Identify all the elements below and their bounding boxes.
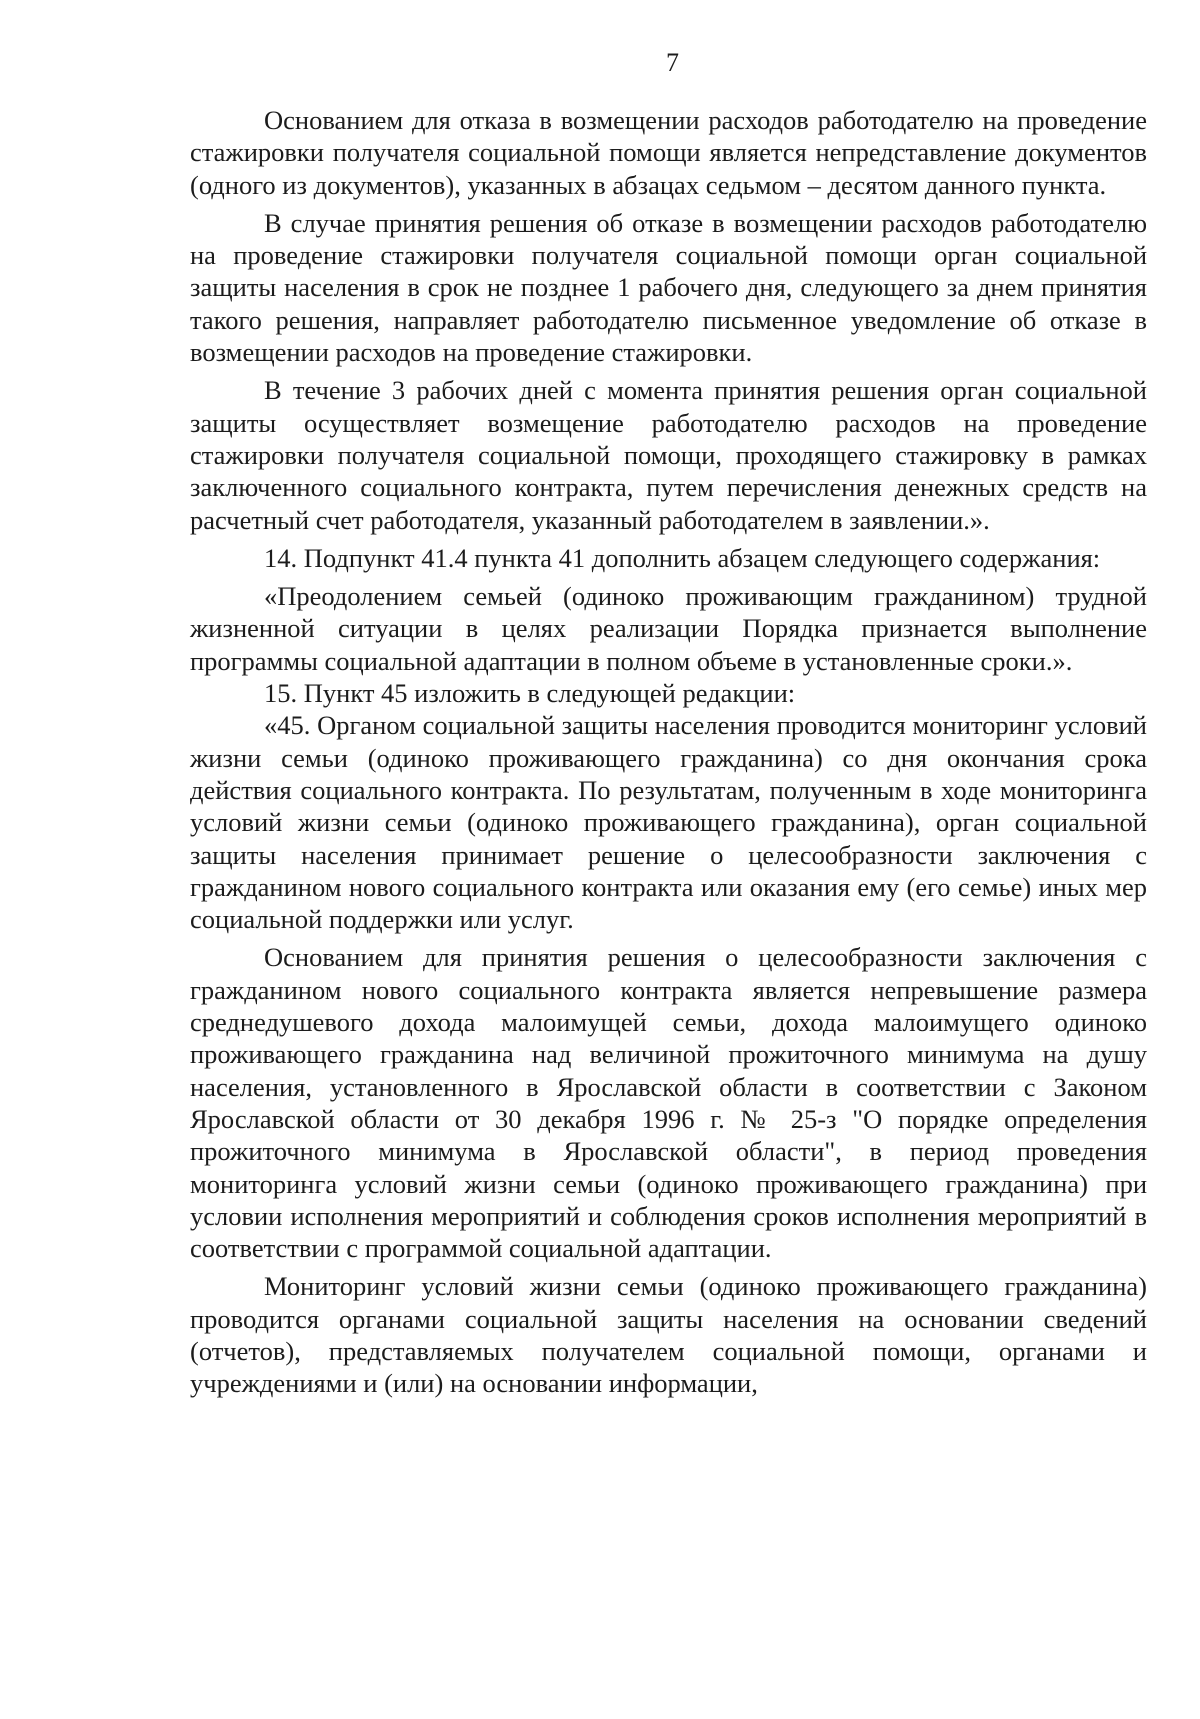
paragraph-item-14: 14. Подпункт 41.4 пункта 41 дополнить абзацем следующего содержания: xyxy=(264,542,1101,573)
paragraph-item-15: 15. Пункт 45 изложить в следующей редакции: xyxy=(264,678,796,709)
paragraph-overcoming-situation: «Преодолением семьей (одиноко проживающим гражданином) трудной жизненной ситуации в целях реализации Порядка признается выполнение программы социальной адаптации в полном объеме в установленные сроки.». xyxy=(190,581,1147,676)
paragraph-monitoring-sources: Мониторинг условий жизни семьи (одиноко проживающего гражданина) проводится органами социальной защиты населения на основании сведений (отчетов), представляемых получателем социальной помощи, органами и учреждениями и (или) на основании информации, xyxy=(190,1271,1147,1399)
paragraph-new-contract-grounds: Основанием для принятия решения о целесообразности заключения с гражданином нового социального контракта является непревышение размера среднедушевого дохода малоимущей семьи, дохода малоимущего одиноко проживающего гражданина над величиной прожиточного минимума на душу населения, установленного в Ярославской области в соответствии с Законом Ярославской области от 30 декабря 1996 г. № 25-з "О порядке определения прожиточного минимума в Ярославской области", в период проведения мониторинга условий жизни семьи (одиноко проживающего гражданина) при условии исполнения мероприятий и соблюдения сроков исполнения мероприятий в соответствии с программой социальной адаптации. xyxy=(190,942,1147,1264)
document-body xyxy=(190,104,1147,1400)
paragraph-refusal-grounds: Основанием для отказа в возмещении расходов работодателю на проведение стажировки получателя социальной помощи является непредставление документов (одного из документов), указанных в абзацах седьмом – десятом данного пункта. xyxy=(190,105,1147,200)
page-number: 7 xyxy=(666,48,679,77)
paragraph-reimbursement: В течение 3 рабочих дней с момента принятия решения орган социальной защиты осуществляет возмещение работодателю расходов на проведение стажировки получателя социальной помощи, проходящего стажировку в рамках заключенного социального контракта, путем перечисления денежных средств на расчетный счет работодателя, указанный работодателем в заявлении.». xyxy=(190,375,1147,535)
paragraph-item-45-monitoring: «45. Органом социальной защиты населения проводится мониторинг условий жизни семьи (одиноко проживающего гражданина) со дня окончания срока действия социального контракта. По результатам, полученным в ходе мониторинга условий жизни семьи (одиноко проживающего гражданина), орган социальной защиты населения принимает решение о целесообразности заключения с гражданином нового социального контракта или оказания ему (его семье) иных мер социальной поддержки или услуг. xyxy=(190,710,1147,935)
paragraph-refusal-notice: В случае принятия решения об отказе в возмещении расходов работодателю на проведение стажировки получателя социальной помощи орган социальной защиты населения в срок не позднее 1 рабочего дня, следующего за днем принятия такого решения, направляет работодателю письменное уведомление об отказе в возмещении расходов на проведение стажировки. xyxy=(190,207,1147,368)
